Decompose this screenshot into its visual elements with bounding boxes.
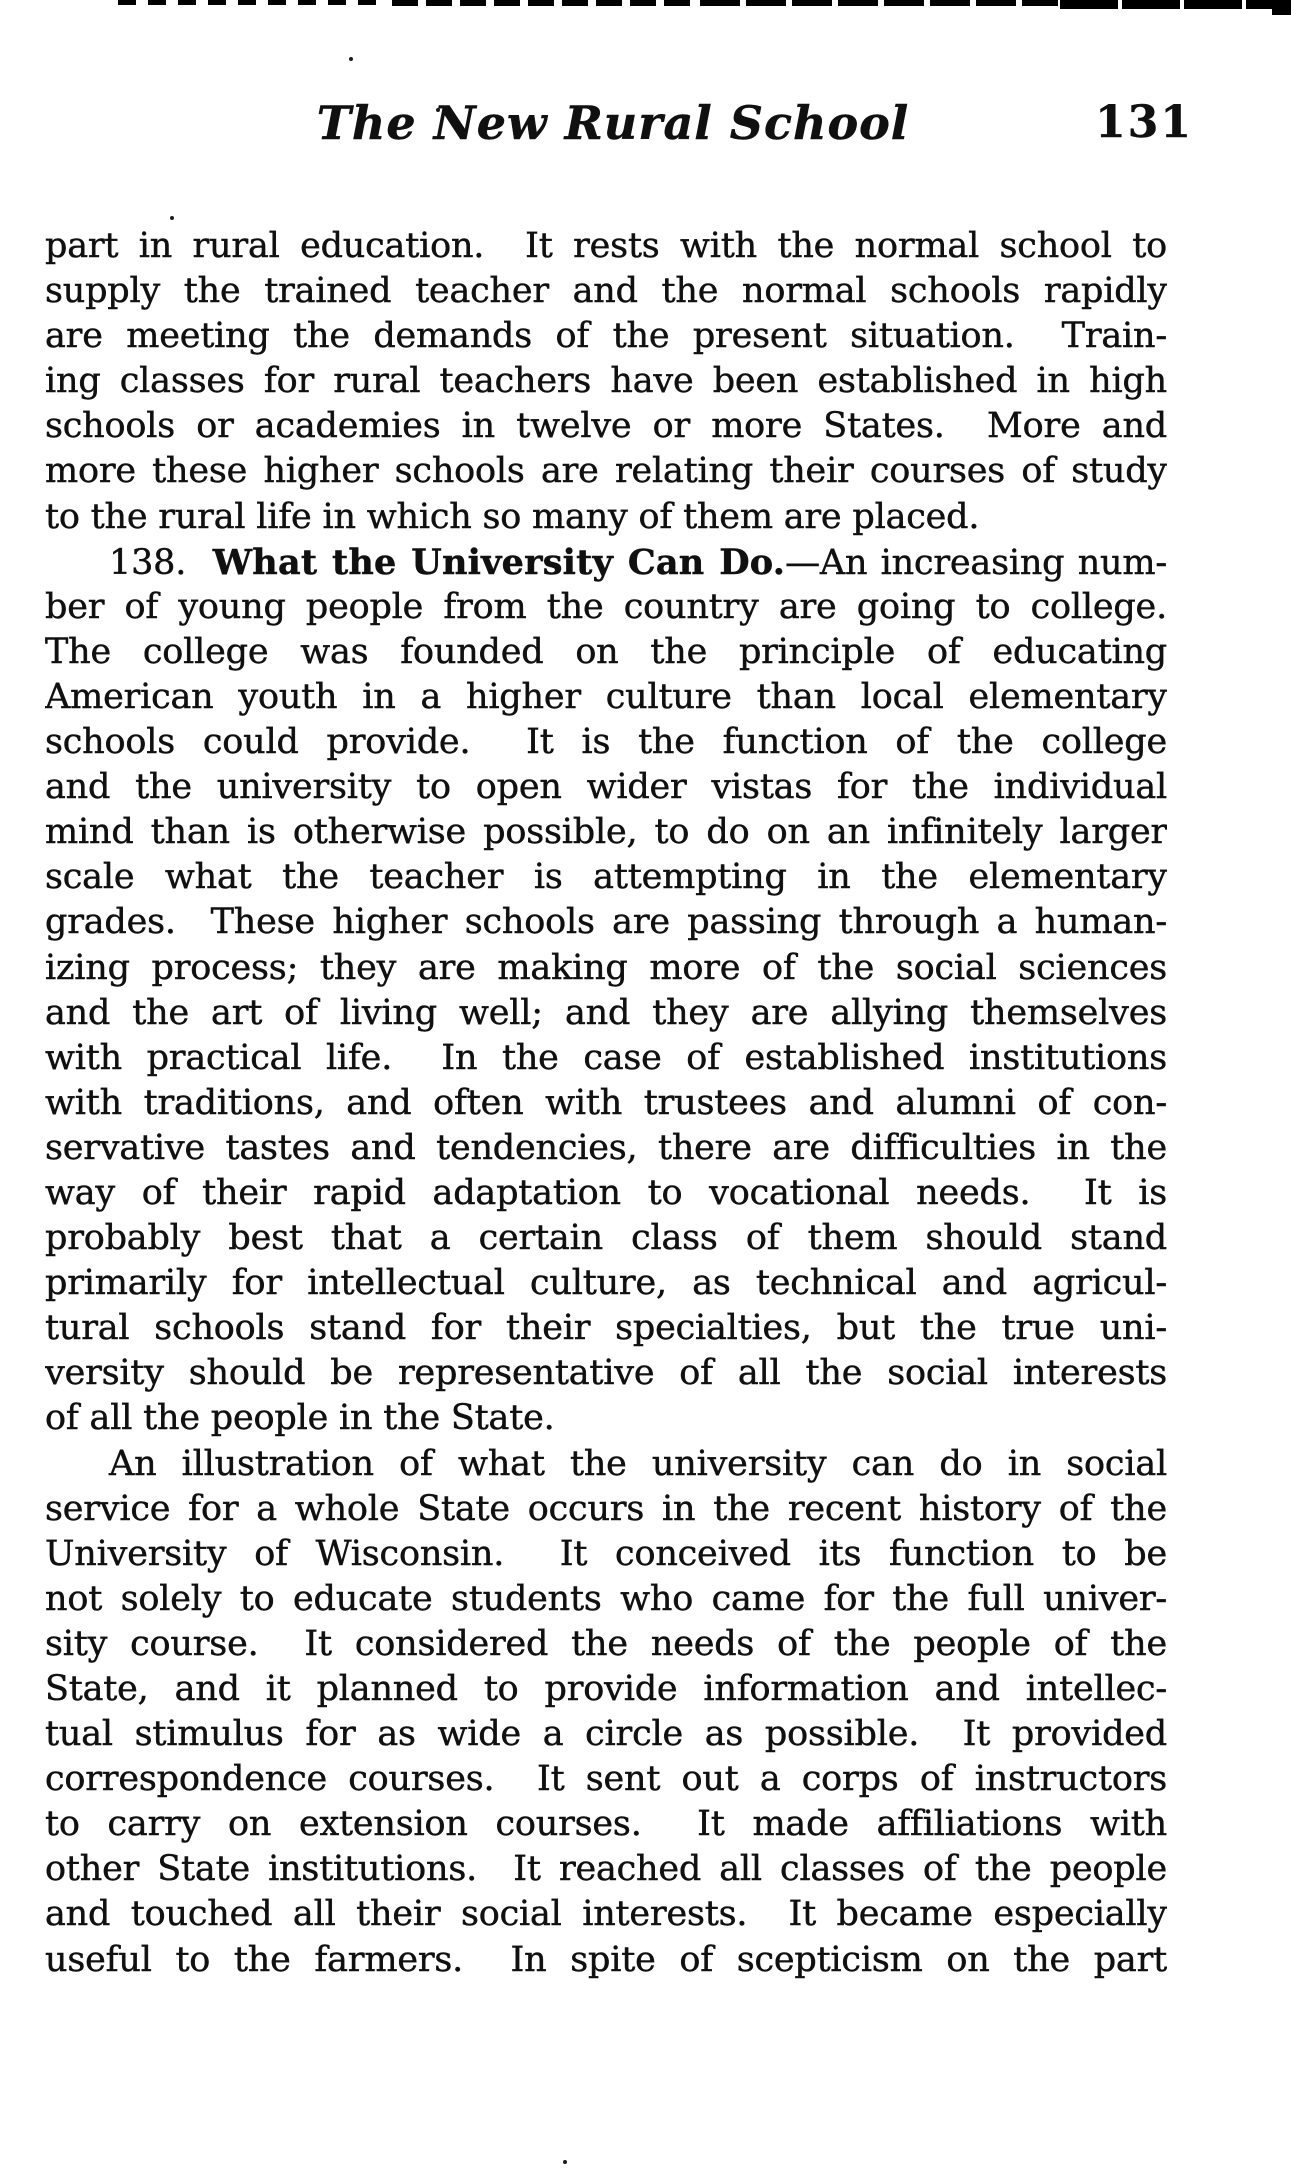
scan-artifact-top-band [1060,0,1291,9]
text-line: versity should be representative of all the social interests [45,1353,1167,1394]
text-line: with traditions, and often with trustees and alumni of con- [45,1082,1167,1123]
scan-speck [170,216,174,220]
text-line: izing process; they are making more of the social sciences [45,947,1167,988]
running-header-title: The New Rural School [316,96,910,150]
scan-speck [349,57,353,61]
page-number: 131 [1095,97,1193,148]
text-line: more these higher schools are relating their courses of study [45,451,1167,492]
running-header [45,92,1193,154]
text-line: supply the trained teacher and the normal schools rapidly [45,271,1167,312]
text-line: schools or academies in twelve or more States. More and [45,406,1167,447]
page-body [45,224,1167,1983]
text-line: useful to the farmers. In spite of scepticism on the part [45,1939,1167,1980]
text-line: correspondence courses. It sent out a corps of instructors [45,1759,1167,1800]
text-line: grades. These higher schools are passing through a human- [45,902,1167,943]
text-line: not solely to educate students who came for the full univer- [45,1578,1167,1619]
text-line: State, and it planned to provide information and intellec- [45,1669,1167,1709]
paragraph [45,1442,1167,1983]
text-line: American youth in a higher culture than local elementary [45,676,1167,717]
paragraph [45,540,1167,1442]
text-line: primarily for intellectual culture, as technical and agricul- [45,1263,1167,1304]
text-line: ing classes for rural teachers have been established in high [45,361,1167,402]
text-line: 138. What the University Can Do.—An increasing num- [109,541,1167,583]
text-line: other State institutions. It reached all classes of the people [45,1849,1167,1890]
text-line: way of their rapid adaptation to vocational needs. It is [45,1172,1167,1213]
text-line: of all the people in the State. [45,1398,555,1439]
scan-artifact-top-band [700,0,1058,6]
text-line: and the art of living well; and they are allying themselves [45,992,1167,1033]
text-line: to the rural life in which so many of them are placed. [45,496,980,537]
text-line: service for a whole State occurs in the recent history of the [45,1488,1167,1529]
scan-speck [563,2160,567,2164]
scan-artifact-top-band [118,0,386,5]
scan-artifact-corner [1272,0,1291,15]
text-line: tural schools stand for their specialties, but the true uni- [45,1308,1167,1349]
scan-artifact-top-band [392,0,692,6]
text-line: tual stimulus for as wide a circle as possible. It provided [45,1714,1167,1755]
text-line: with practical life. In the case of established institutions [45,1037,1167,1078]
text-line: An illustration of what the university can do in social [109,1443,1167,1484]
text-line: The college was founded on the principle of educating [45,631,1167,672]
paragraph [45,224,1167,540]
text-line: part in rural education. It rests with the normal school to [45,226,1167,266]
text-line: to carry on extension courses. It made affiliations with [45,1804,1167,1845]
text-line: scale what the teacher is attempting in the elementary [45,857,1167,898]
text-line: sity course. It considered the needs of the people of the [45,1623,1167,1664]
text-line: schools could provide. It is the function of the college [45,722,1167,763]
text-line: and the university to open wider vistas for the individual [45,767,1167,808]
text-line: and touched all their social interests. It became especially [45,1894,1167,1935]
text-line: University of Wisconsin. It conceived its function to be [45,1533,1167,1574]
text-line: mind than is otherwise possible, to do on an infinitely larger [45,812,1167,853]
text-line: are meeting the demands of the present situation. Train- [45,316,1167,357]
text-line: ber of young people from the country are going to college. [45,586,1167,627]
text-line: probably best that a certain class of them should stand [45,1218,1167,1259]
text-line: servative tastes and tendencies, there are difficulties in the [45,1127,1167,1168]
